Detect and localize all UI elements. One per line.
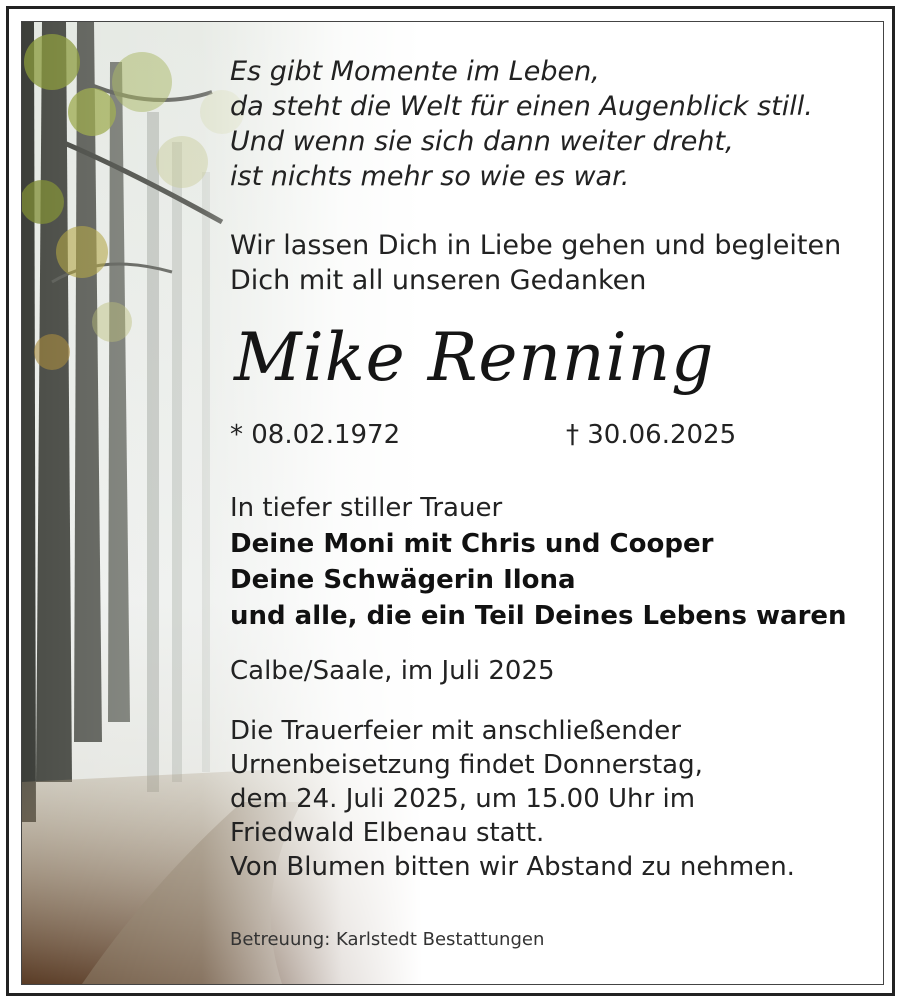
mourner-line: und alle, die ein Teil Deines Lebens waren — [230, 601, 847, 631]
service-line: dem 24. Juli 2025, um 15.00 Uhr im — [230, 784, 696, 814]
memorial-poem — [230, 54, 813, 194]
service-line: Friedwald Elbenau statt. — [230, 818, 545, 848]
obituary-card — [21, 21, 884, 985]
service-line: Von Blumen bitten wir Abstand zu nehmen. — [230, 852, 795, 882]
funeral-service-info — [230, 714, 795, 884]
undertaker-credit: Betreuung: Karlstedt Bestattungen — [230, 929, 545, 950]
deceased-name: Mike Renning — [234, 319, 715, 396]
mourners-block — [230, 490, 847, 634]
poem-line: Und wenn sie sich dann weiter dreht, — [230, 126, 734, 157]
outer-border-frame — [6, 6, 895, 996]
poem-line: da steht die Welt für einen Augenblick still. — [230, 91, 813, 122]
mourning-intro: In tiefer stiller Trauer — [230, 493, 503, 523]
service-line: Die Trauerfeier mit anschließender — [230, 716, 681, 746]
intro-line: Dich mit all unseren Gedanken — [230, 265, 647, 296]
service-line: Urnenbeisetzung findet Donnerstag, — [230, 750, 703, 780]
death-date: † 30.06.2025 — [566, 420, 737, 450]
mourner-line: Deine Schwägerin Ilona — [230, 565, 576, 595]
place-and-date: Calbe/Saale, im Juli 2025 — [230, 656, 555, 686]
intro-line: Wir lassen Dich in Liebe gehen und begleiten — [230, 230, 842, 261]
birth-date: * 08.02.1972 — [230, 420, 401, 450]
farewell-intro — [230, 228, 841, 298]
mourner-line: Deine Moni mit Chris und Cooper — [230, 529, 714, 559]
poem-line: ist nichts mehr so wie es war. — [230, 161, 630, 192]
obituary-text — [230, 22, 863, 984]
poem-line: Es gibt Momente im Leben, — [230, 56, 600, 87]
